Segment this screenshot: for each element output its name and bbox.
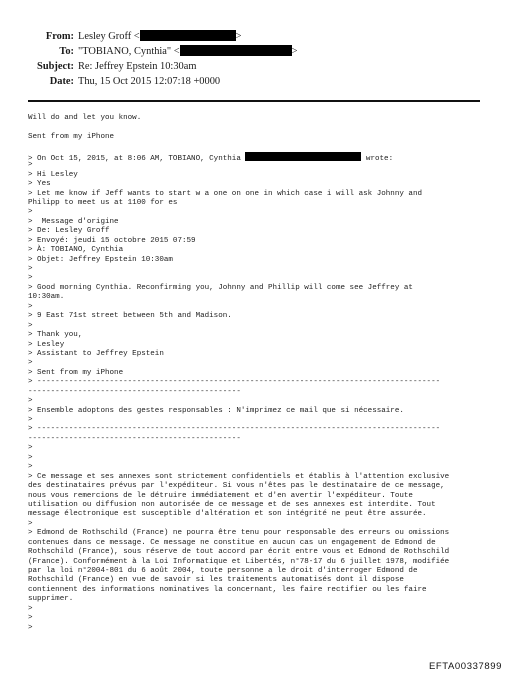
body-line-text: > À: TOBIANO, Cynthia [28,246,124,255]
body-line [28,322,498,331]
body-line-text: message électronique est susceptible d'altération et son intégrité ne peut être assurée. [28,510,427,519]
body-line-text: > [28,208,33,217]
message-body [28,114,498,633]
body-line [28,284,498,293]
body-line [28,199,498,208]
to-value: "TOBIANO, Cynthia" < [78,46,180,57]
body-line-text: > [28,604,33,613]
redaction-box [140,30,236,41]
body-line-text: > Sent from my iPhone [28,368,124,377]
body-line [28,482,498,491]
body-line [28,180,498,189]
body-line-text: > Yes [28,180,51,189]
body-line-text: > [28,397,33,406]
body-line-text: des destinataires prévus par l'expéditeur. Si vous n'êtes pas le destinataire de ce message, [28,482,445,491]
body-line-text: > Edmond de Rothschild (France) ne pourra être tenu pour responsable des erreurs ou omissions [28,529,450,538]
body-line-text: > Good morning Cynthia. Reconfirming you, Johnny and Phillip will come see Jeffrey at [28,283,413,292]
body-line-text: > [28,265,33,273]
body-line-text: > Ensemble adoptons des gestes responsables : N'imprimez ce mail que si nécessaire. [28,406,404,415]
body-line [28,378,498,387]
body-line [28,114,498,123]
date-label: Date: [49,76,74,87]
body-line [28,605,498,614]
body-line-text: > Message d'origine [28,217,119,226]
body-line-text: > Envoyé: jeudi 15 octobre 2015 07:59 [28,236,196,245]
body-line-text: > Ce message et ses annexes sont strictement confidentiels et établis à l'attention exclusive [28,472,450,481]
body-line [28,435,498,444]
body-line-text: par la loi n°2004-801 du 6 août 2004, toute personne a le droit d'interroger Edmond de [28,567,418,575]
redaction-box [180,45,292,56]
body-line-text: 10:30am. [28,293,65,302]
body-line-text: > [28,359,33,368]
body-line [28,369,498,378]
body-line [28,397,498,406]
body-line-text: > ----------------------------------------------------------------------------------------- [28,425,441,434]
body-line-text: > 9 East 71st street between 5th and Madison. [28,312,232,321]
body-line [28,539,498,548]
body-line [28,425,498,434]
body-line-text: > [28,519,33,528]
body-line-text: > On Oct 15, 2015, at 8:06 AM, TOBIANO, Cynthia [28,154,241,163]
body-line-text: nous vous remercions de le détruire immédiatement et d'en avertir l'expéditeur. Toute [28,491,413,500]
body-line-text: > [28,453,33,462]
body-line [28,350,498,359]
subject-label: Subject: [37,61,74,72]
body-line [28,388,498,397]
body-line-text: > Objet: Jeffrey Epstein 10:30am [28,255,173,264]
body-line-text: > [28,302,33,311]
subject-row [0,60,512,73]
body-line-text: > De: Lesley Groff [28,227,110,236]
body-line [28,416,498,425]
body-line-text: Rothschild (France) en vue de savoir si les traitements automatisés dont il dispose [28,576,404,585]
body-line-text: utilisation ou diffusion non autorisée de ce message et de ses annexes est interdite. Tout [28,500,436,509]
body-line-text: Philipp to meet us at 1100 for es [28,198,178,207]
to-tail: > [291,46,298,57]
body-line-text: > [28,614,33,623]
body-line [28,237,498,246]
body-line [28,218,498,227]
body-line [28,510,498,519]
body-line-text: > ----------------------------------------------------------------------------------------- [28,378,441,387]
body-line-text: > Assistant to Jeffrey Epstein [28,349,164,358]
body-line [28,359,498,368]
wrote-label: wrote: [365,154,394,163]
body-line [28,133,498,142]
body-line [28,190,498,199]
body-line-text: (France). Conformément à la Loi Informatique et Libertés, n°78-17 du 6 juillet 1978, modifiée [28,557,450,566]
body-line [28,624,498,633]
body-line-text: > Let me know if Jeff wants to start w a one on one in which case i will ask Johnny and [28,189,423,198]
body-line [28,171,498,180]
to-label: To: [59,46,74,57]
body-line [28,501,498,510]
body-line [28,123,498,132]
body-line-text: Rothschild (France), sous réserve de tout accord par écrit entre vous et Edmond de Rothschild [28,548,450,557]
body-line [28,558,498,567]
body-line [28,303,498,312]
body-line [28,341,498,350]
body-line [28,265,498,274]
subject-value: Re: Jeffrey Epstein 10:30am [78,61,197,72]
body-line-text: > [28,416,33,424]
body-line-text: > [28,321,33,330]
date-row [0,75,512,88]
body-line-text: > [28,161,33,170]
body-line-text: ----------------------------------------------- [28,434,241,443]
body-line-text: > Lesley [28,340,65,349]
body-line [28,274,498,283]
body-line [28,529,498,538]
body-line [28,520,498,529]
body-line [28,473,498,482]
body-line-text: contiennent des informations nominatives la concernant, les faire rectifier ou les faire [28,585,427,594]
body-line-text: supprimer. [28,595,74,604]
body-line [28,492,498,501]
header-divider [28,100,480,102]
body-line-text: contenues dans ce message. Ce message ne constitue en aucun cas un engagement de Edmond de [28,538,436,547]
body-line [28,152,498,161]
body-line-text: Will do and let you know. [28,114,142,122]
body-line [28,293,498,302]
body-line [28,312,498,321]
body-line [28,576,498,585]
body-line [28,407,498,416]
body-line [28,227,498,236]
from-tail: > [235,31,242,42]
document-id: EFTA00337899 [428,661,502,672]
body-line-text: > [28,444,33,453]
body-line-text: > Hi Lesley [28,170,78,179]
body-line [28,331,498,340]
body-line [28,595,498,604]
body-line-text: ----------------------------------------------- [28,387,241,396]
body-line [28,548,498,557]
body-line-text: Sent from my iPhone [28,132,115,141]
body-line [28,463,498,472]
body-line-text: > [28,463,33,472]
redaction-box [245,152,361,161]
body-line [28,246,498,255]
body-line-text: > Thank you, [28,331,83,340]
body-line [28,444,498,453]
body-line [28,586,498,595]
body-line [28,614,498,623]
body-line [28,142,498,151]
body-line [28,454,498,463]
body-line [28,208,498,217]
body-line-text: > [28,274,33,283]
from-label: From: [45,31,74,42]
date-value: Thu, 15 Oct 2015 12:07:18 +0000 [78,76,221,87]
body-line [28,256,498,265]
from-row [0,30,512,43]
to-row [0,45,512,58]
body-line-text: > [28,623,33,632]
body-line [28,567,498,576]
from-value: Lesley Groff < [78,31,140,42]
